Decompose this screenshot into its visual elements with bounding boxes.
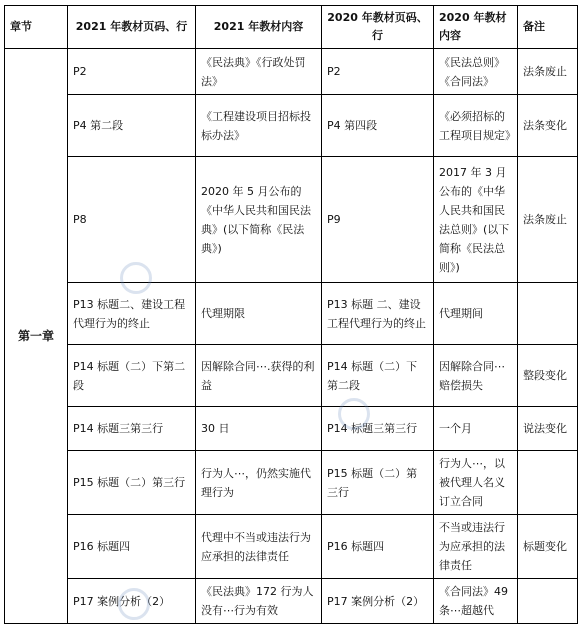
cell-page-2020: P4 第四段 <box>322 95 434 157</box>
cell-remark <box>518 283 578 345</box>
cell-page-2020: P9 <box>322 157 434 283</box>
cell-page-2021: P15 标题（二）第三行 <box>68 451 196 515</box>
cell-remark <box>518 451 578 515</box>
cell-page-2020: P16 标题四 <box>322 515 434 579</box>
header-row <box>5 6 578 49</box>
cell-remark: 法条变化 <box>518 95 578 157</box>
table-row <box>5 451 578 515</box>
cell-content-2021: 代理中不当或违法行为应承担的法律责任 <box>196 515 322 579</box>
cell-page-2020: P14 标题三第三行 <box>322 407 434 451</box>
cell-content-2020: 因解除合同⋯赔偿损失 <box>434 345 518 407</box>
cell-page-2020: P17 案例分析（2） <box>322 579 434 624</box>
cell-content-2020: 《民法总则》《合同法》 <box>434 49 518 95</box>
cell-remark: 法条废止 <box>518 49 578 95</box>
cell-page-2020: P13 标题 二、建设工程代理行为的终止 <box>322 283 434 345</box>
cell-remark: 整段变化 <box>518 345 578 407</box>
cell-content-2020: 代理期间 <box>434 283 518 345</box>
table-row <box>5 283 578 345</box>
table-row <box>5 95 578 157</box>
cell-page-2020: P15 标题（二）第三行 <box>322 451 434 515</box>
header-chapter: 章节 <box>5 6 68 49</box>
cell-remark: 说法变化 <box>518 407 578 451</box>
cell-remark: 标题变化 <box>518 515 578 579</box>
cell-content-2020: 不当或违法行为应承担的法律责任 <box>434 515 518 579</box>
table-row <box>5 579 578 624</box>
table-row <box>5 407 578 451</box>
cell-page-2021: P2 <box>68 49 196 95</box>
cropped-top-text <box>0 0 582 4</box>
cell-content-2021: 《工程建设项目招标投标办法》 <box>196 95 322 157</box>
cell-content-2020: 《必须招标的工程项目规定》 <box>434 95 518 157</box>
cell-content-2021: 因解除合同⋯.获得的利益 <box>196 345 322 407</box>
cell-remark: 法条废止 <box>518 157 578 283</box>
cell-page-2020: P14 标题（二）下第二段 <box>322 345 434 407</box>
cell-page-2021: P8 <box>68 157 196 283</box>
cell-content-2021: 30 日 <box>196 407 322 451</box>
cell-remark <box>518 579 578 624</box>
cell-page-2020: P2 <box>322 49 434 95</box>
chapter-cell: 第一章 <box>5 49 68 624</box>
cell-page-2021: P16 标题四 <box>68 515 196 579</box>
table-row <box>5 49 578 95</box>
cell-page-2021: P17 案例分析（2） <box>68 579 196 624</box>
cell-content-2020: 《合同法》49 条⋯超越代 <box>434 579 518 624</box>
cell-content-2021: 行为人⋯，仍然实施代理行为 <box>196 451 322 515</box>
cell-content-2020: 行为人⋯，以被代理人名义订立合同 <box>434 451 518 515</box>
cell-content-2020: 一个月 <box>434 407 518 451</box>
cell-page-2021: P13 标题二、建设工程代理行为的终止 <box>68 283 196 345</box>
cell-content-2021: 代理期限 <box>196 283 322 345</box>
header-content-2020: 2020 年教材内容 <box>434 6 518 49</box>
header-page-2020: 2020 年教材页码、行 <box>322 6 434 49</box>
table-row <box>5 345 578 407</box>
table-row <box>5 515 578 579</box>
cell-page-2021: P4 第二段 <box>68 95 196 157</box>
cell-content-2021: 2020 年 5 月公布的《中华人民共和国民法典》(以下简称《民法典》) <box>196 157 322 283</box>
cell-page-2021: P14 标题（二）下第二段 <box>68 345 196 407</box>
table-row <box>5 157 578 283</box>
header-remark: 备注 <box>518 6 578 49</box>
textbook-comparison-table <box>4 5 578 624</box>
header-content-2021: 2021 年教材内容 <box>196 6 322 49</box>
cell-content-2021: 《民法典》172 行为人没有⋯行为有效 <box>196 579 322 624</box>
header-page-2021: 2021 年教材页码、行 <box>68 6 196 49</box>
cell-content-2021: 《民法典》《行政处罚法》 <box>196 49 322 95</box>
cell-page-2021: P14 标题三第三行 <box>68 407 196 451</box>
cell-content-2020: 2017 年 3 月公布的《中华人民共和国民法总则》(以下简称《民法总则》) <box>434 157 518 283</box>
